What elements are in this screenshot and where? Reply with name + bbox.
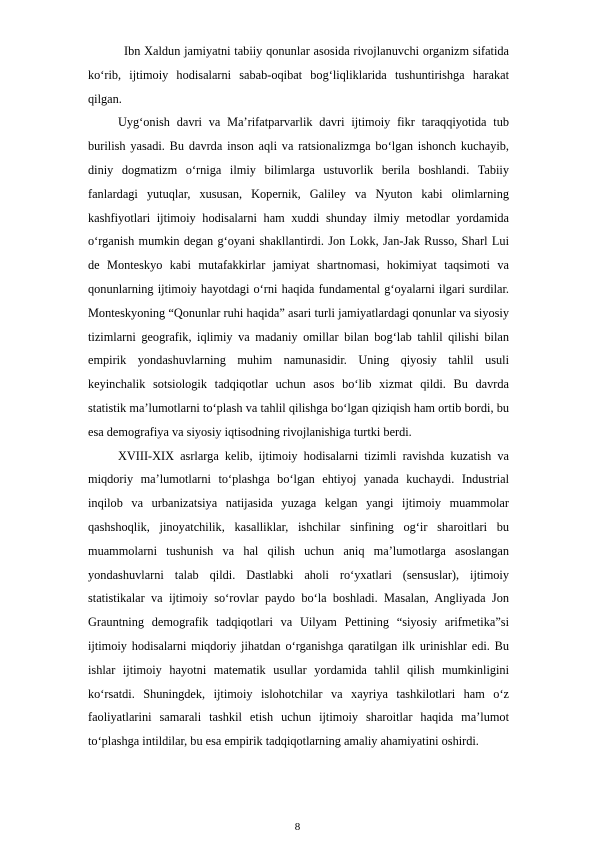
page-number: 8	[294, 821, 301, 833]
paragraph-ibn-xaldun: Ibn Xaldun jamiyatni tabiiy qonunlar asosida rivojlanuvchi organizm sifatida ko‘rib, ijtimoiy hodisalarni sabab-oqibat bog‘liqliklarida tushuntirishga harakat qilgan.	[88, 44, 509, 106]
document-page	[88, 40, 509, 754]
paragraph-xviii-xix-centuries: XVIII-XIX asrlarga kelib, ijtimoiy hodisalarni tizimli ravishda kuzatish va miqdoriy ma’lumotlarni to‘plashga bo‘lgan ehtiyoj yanada kuchaydi. Industrial inqilob va urbanizatsiya natijasida yuzaga kelgan yangi ijtimoiy muammolar qashshoqlik, jinoyatchilik, kasalliklar, ishchilar sinfining og‘ir sharoitlari bu muammolarni tushunish va hal qilish uchun aniq ma’lumotlarga asoslangan yondashuvlarni talab qildi. Dastlabki aholi ro‘yxatlari (sensuslar), ijtimoiy statistikalar va ijtimoiy so‘rovlar paydo bo‘la boshladi. Masalan, Angliyada Jon Grauntning demografik tadqiqotlari va Uilyam Pettining “siyosiy arifmetika”si ijtimoiy hodisalarni miqdoriy jihatdan o‘rganishga qaratilgan ilk urinishlar edi. Bu ishlar ijtimoiy hayotni matematik usullar yordamida tahlil qilish mumkinligini ko‘rsatdi. Shuningdek, ijtimoiy islohotchilar va xayriya tashkilotlari ham o‘z faoliyatlarini samarali tashkil etish uchun ijtimoiy sharoitlar haqida ma’lumot to‘plashga intildilar, bu esa empirik tadqiqotlarning amaliy ahamiyatini oshirdi.	[88, 448, 509, 749]
paragraph-renaissance-enlightenment: Uyg‘onish davri va Ma’rifatparvarlik davri ijtimoiy fikr taraqqiyotida tub burilish yasadi. Bu davrda inson aqli va ratsionalizmga bo‘lgan ishonch kuchayib, diniy dogmatizm o‘rniga ilmiy bilimlarga ustuvorlik berila boshlandi. Tabiiy fanlardagi yutuqlar, xususan, Kopernik, Galiley va Nyuton kabi olimlarning kashfiyotlari ijtimoiy hodisalarni ham xuddi shunday ilmiy metodlar yordamida o‘rganish mumkin degan g‘oyani shakllantirdi. Jon Lokk, Jan-Jak Russo, Sharl Lui de Monteskyo kabi mutafakkirlar jamiyat shartnomasi, hokimiyat taqsimoti va qonunlarning ijtimoiy hayotdagi o‘rni haqida fundamental g‘oyalarni ilgari surdilar. Monteskyoning “Qonunlar ruhi haqida” asari turli jamiyatlardagi qonunlar va siyosiy tizimlarni geografik, iqlimiy va madaniy omillar bilan bog‘lab tahlil qilishi bilan empirik yondashuvlarning muhim namunasidir. Uning qiyosiy tahlil usuli keyinchalik sotsiologik tadqiqotlar uchun asos bo‘lib xizmat qildi. Bu davrda statistik ma’lumotlarni to‘plash va tahlil qilishga bo‘lgan qiziqish ham ortib bordi, bu esa demografiya va siyosiy iqtisodning rivojlanishiga turtki berdi.	[88, 115, 509, 439]
